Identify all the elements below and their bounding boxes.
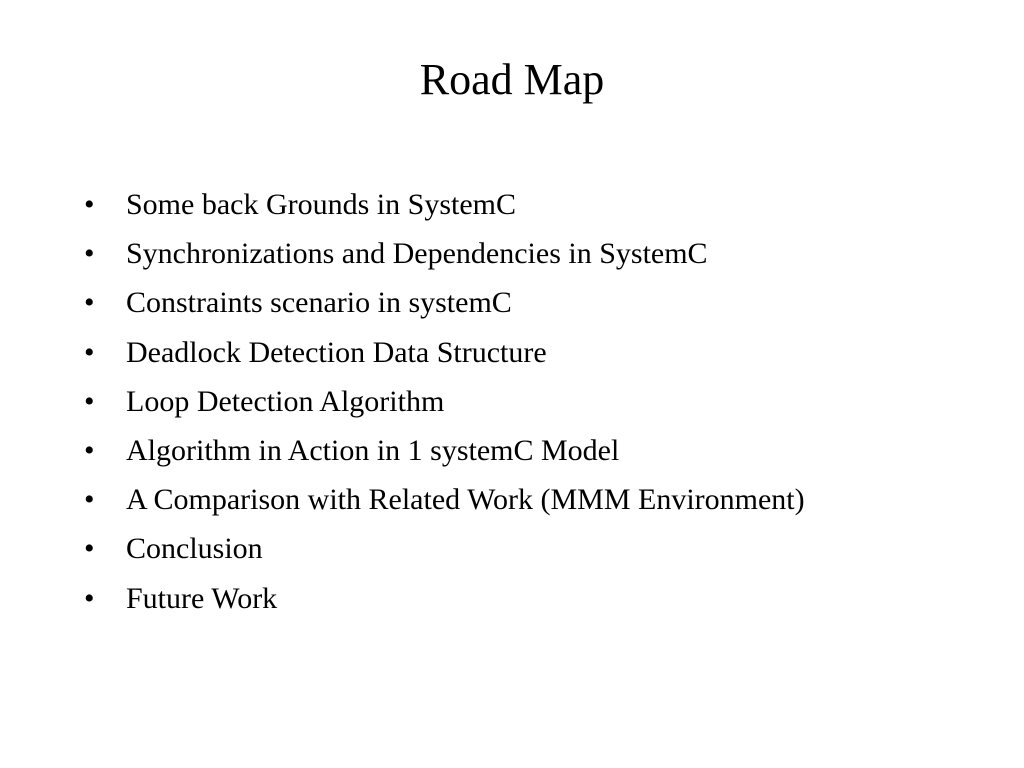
list-item-text: Future Work: [126, 581, 278, 615]
list-item-text: A Comparison with Related Work (MMM Environment): [126, 483, 805, 517]
bullet-icon: •: [84, 581, 95, 615]
bullet-icon: •: [84, 483, 95, 517]
list-item-text: Conclusion: [126, 532, 263, 566]
list-item-text: Loop Detection Algorithm: [126, 384, 445, 418]
bullet-icon: •: [84, 237, 95, 271]
list-item-text: Algorithm in Action in 1 systemC Model: [126, 433, 620, 467]
bullet-icon: •: [84, 433, 95, 467]
list-item-text: Synchronizations and Dependencies in SystemC: [126, 237, 708, 271]
bullet-icon: •: [84, 286, 95, 320]
bullet-icon: •: [84, 188, 95, 221]
bullet-icon: •: [84, 532, 95, 566]
bullet-icon: •: [84, 384, 95, 418]
list-item-text: Deadlock Detection Data Structure: [126, 335, 547, 369]
bullet-icon: •: [84, 335, 95, 369]
list-item-text: Constraints scenario in systemC: [126, 286, 512, 320]
slide-title: Road Map: [419, 55, 605, 104]
list-item-text: Some back Grounds in SystemC: [126, 188, 516, 221]
